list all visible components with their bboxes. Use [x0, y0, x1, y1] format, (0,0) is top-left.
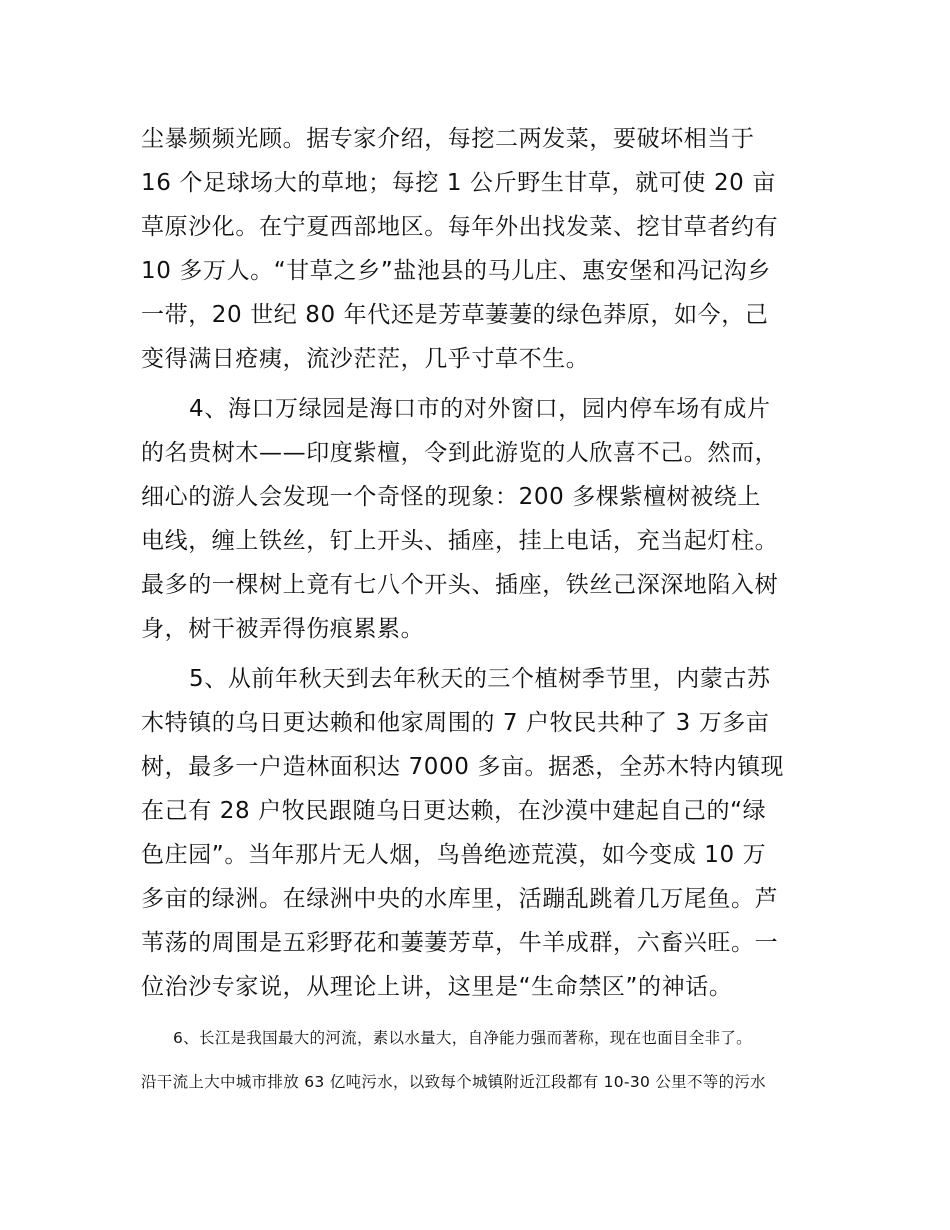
text-line: 在己有 28 户牧民跟随乌日更达赖，在沙漠中建起自己的“绿	[141, 798, 767, 824]
text-line: 的名贵树木——印度紫檀，令到此游览的人欣喜不己。然而，	[141, 440, 779, 466]
text-line: 多亩的绿洲。在绿洲中央的水库里，活蹦乱跳着几万尾鱼。芦	[141, 886, 779, 912]
text-line: 最多的一棵树上竟有七八个开头、插座，铁丝己深深地陷入树	[141, 572, 779, 598]
text-line: 5、从前年秋天到去年秋天的三个植树季节里，内蒙古苏	[189, 666, 771, 692]
text-line: 电线，缠上铁丝，钉上开头、插座，挂上电话，充当起灯柱。	[141, 528, 779, 554]
text-line: 木特镇的乌日更达赖和他家周围的 7 户牧民共种了 3 万多亩	[141, 710, 770, 736]
text-line: 4、海口万绿园是海口市的对外窗口，园内停车场有成片	[189, 396, 771, 422]
text-line: 位治沙专家说，从理论上讲，这里是“生命禁区”的神话。	[141, 974, 733, 1000]
text-line: 细心的游人会发现一个奇怪的现象：200 多棵紫檀树被绕上	[141, 484, 762, 510]
text-line: 树，最多一户造林面积达 7000 多亩。据悉，全苏木特内镇现	[141, 754, 785, 780]
text-line: 16 个足球场大的草地；每挖 1 公斤野生甘草，就可使 20 亩	[141, 170, 776, 196]
text-line: 6、长江是我国最大的河流，素以水量大，自净能力强而著称，现在也面目全非了。	[173, 1029, 752, 1047]
text-line: 身，树干被弄得伤痕累累。	[141, 616, 425, 642]
text-line: 沿干流上大中城市排放 63 亿吨污水，以致每个城镇附近江段都有 10-30 公里不等的污水	[141, 1073, 766, 1091]
text-line: 10 多万人。“甘草之乡”盐池县的马儿庄、惠安堡和冯记沟乡	[141, 258, 771, 284]
text-line: 一带，20 世纪 80 年代还是芳草萋萋的绿色莽原，如今，己	[141, 302, 769, 328]
text-line: 尘暴频频光顾。据专家介绍，每挖二两发菜，要破坏相当于	[141, 126, 755, 152]
text-line: 草原沙化。在宁夏西部地区。每年外出找发菜、挖甘草者约有	[141, 214, 779, 240]
text-line: 苇荡的周围是五彩野花和萋萋芳草，牛羊成群，六畜兴旺。一	[141, 930, 779, 956]
text-line: 变得满日疮痍，流沙茫茫，几乎寸草不生。	[141, 346, 590, 372]
text-line: 色庄园”。当年那片无人烟，鸟兽绝迹荒漠，如今变成 10 万	[141, 842, 767, 868]
